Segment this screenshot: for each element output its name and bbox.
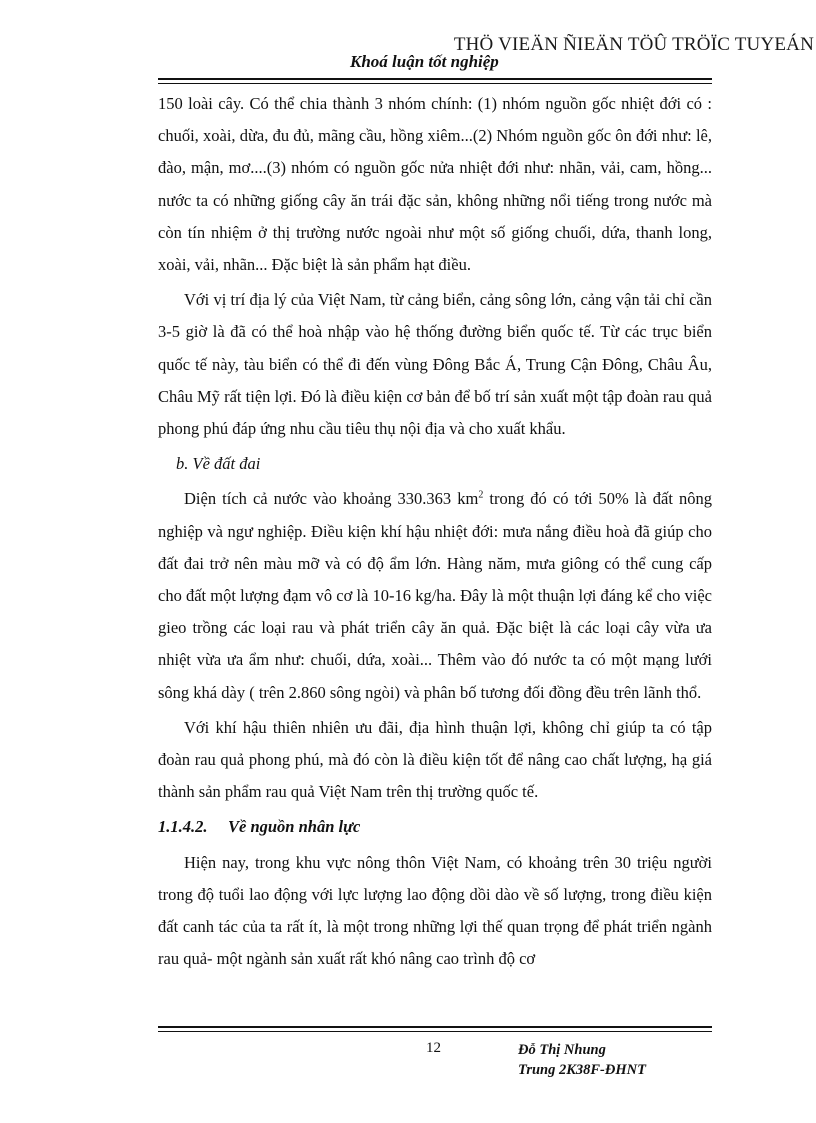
footer-rule [158,1026,712,1032]
paragraph-plant-groups: 150 loài cây. Có thể chia thành 3 nhóm chính: (1) nhóm nguồn gốc nhiệt đới có : chuối, xoài, dừa, đu đủ, mãng cầu, hồng xiêm...(2) Nhóm nguồn gốc ôn đới như: lê, đào, mận, mơ....(3) nhóm có nguồn gốc nửa nhiệt đới như: nhãn, vải, cam, hồng... nước ta có những giống cây ăn trái đặc sản, không những nổi tiếng trong nước mà còn tín nhiệm ở thị trường nước ngoài như một số giống chuối, dứa, thanh long, xoài, vải, nhãn... Đặc biệt là sản phẩm hạt điều. [158,94,712,275]
page-number: 12 [426,1040,441,1056]
header-rule [158,78,712,84]
land-area-text: Diện tích cả nước vào khoảng 330.363 km [184,489,479,509]
subheading-land: b. Về đất đai [176,454,261,474]
superscript-2: 2 [478,489,484,501]
paragraph-climate: Với khí hậu thiên nhiên ưu đãi, địa hình thuận lợi, không chỉ giúp ta có tập đoàn rau quả phong phú, mà đó còn là điều kiện tốt để nâng cao chất lượng, hạ giá thành sản phẩm rau quả Việt Nam trên thị trường quốc tế. [158,717,712,802]
footer-author-block [518,1040,646,1080]
page-body [158,88,712,978]
watermark-text: THÖ VIEÄN ÑIEÄN TÖÛ TRÖÏC TUYEÁN [453,34,814,55]
section-number: 1.1.4.2. [158,817,208,837]
land-rest-text: trong đó có tới 50% là đất nông nghiệp và ngư nghiệp. Điều kiện khí hậu nhiệt đới: mưa nắng điều hoà đã giúp cho đất đai trở nên màu mỡ và có độ ẩm lớn. Hàng năm, mưa giông có thể cung cấp cho đất một lượng đạm vô cơ là 10-16 kg/ha. Đây là một thuận lợi đáng kể cho việc gieo trồng các loại rau và phát triển cây ăn quả. Đặc biệt là các loại cây vừa ưa nhiệt vừa ưa ẩm như: chuối, dứa, xoài... Thêm vào đó nước ta có một mạng lưới sông khá dày ( trên 2.860 sông ngòi) và phân bố tương đối đồng đều trên lãnh thổ. [158,489,713,702]
section-title: Về nguồn nhân lực [228,817,361,837]
paragraph-labor: Hiện nay, trong khu vực nông thôn Việt Nam, có khoảng trên 30 triệu người trong độ tuổi lao động với lực lượng lao động dồi dào về số lượng, trong điều kiện đất canh tác của ta rất ít, là một trong những lợi thế quan trọng để phát triển ngành rau quả- một ngành sản xuất rất khó nâng cao trình độ cơ [158,852,712,969]
paragraph-geography: Với vị trí địa lý của Việt Nam, từ cảng biển, cảng sông lớn, cảng vận tải chỉ cần 3-5 giờ là đã có thể hoà nhập vào hệ thống đường biển quốc tế. Từ các trục biển quốc tế này, tàu biển có thể đi đến vùng Đông Bắc Á, Trung Cận Đông, Châu Âu, Châu Mỹ rất tiện lợi. Đó là điều kiện cơ bản để bố trí sản xuất một tập đoàn rau quả phong phú đáp ứng nhu cầu tiêu thụ nội địa và cho xuất khẩu. [158,290,712,439]
running-title: Khoá luận tốt nghiệp [350,52,499,71]
paragraph-land [158,483,712,708]
author-name: Đỗ Thị Nhung [518,1042,606,1058]
author-class: Trung 2K38F-ĐHNT [518,1062,646,1078]
section-heading-human-resources [158,811,712,843]
